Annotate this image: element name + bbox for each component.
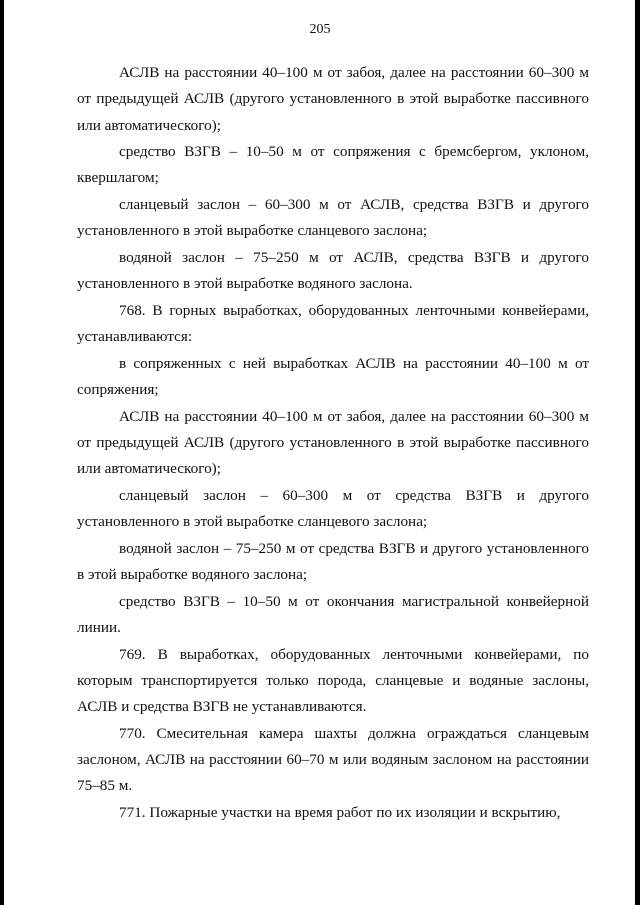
paragraph-6: в сопряженных с ней выработках АСЛВ на расстоянии 40–100 м от сопряжения;	[77, 354, 589, 399]
paragraph-1: АСЛВ на расстоянии 40–100 м от забоя, далее на расстоянии 60–300 м от предыдущей АСЛВ (другого установленного в этой выработке пассивного или автоматического);	[77, 64, 589, 134]
paragraph-768: 768. В горных выработках, оборудованных ленточными конвейерами, устанавливаются:	[77, 301, 589, 346]
scan-left-edge	[0, 0, 4, 905]
paragraph-770: 770. Смесительная камера шахты должна ограждаться сланцевым заслоном, АСЛВ на расстоянии 60–70 м или водяным заслоном на расстоянии 75–85 м.	[77, 724, 589, 795]
paragraph-3: сланцевый заслон – 60–300 м от АСЛВ, средства ВЗГВ и другого установленного в этой выработке сланцевого заслона;	[77, 196, 589, 240]
paragraph-4: водяной заслон – 75–250 м от АСЛВ, средства ВЗГВ и другого установленного в этой выработке водяного заслона.	[77, 248, 589, 293]
scan-right-edge	[635, 0, 640, 905]
paragraph-7: АСЛВ на расстоянии 40–100 м от забоя, далее на расстоянии 60–300 м от предыдущей АСЛВ (другого установленного в этой выработке пассивного или автоматического);	[77, 407, 589, 478]
paragraph-10: средство ВЗГВ – 10–50 м от окончания магистральной конвейерной линии.	[77, 592, 589, 636]
paragraph-8: сланцевый заслон – 60–300 м от средства ВЗГВ и другого установленного в этой выработке сланцевого заслона;	[77, 486, 589, 531]
page-number: 205	[309, 22, 331, 37]
paragraph-771: 771. Пожарные участки на время работ по их изоляции и вскрытию,	[119, 803, 561, 821]
paragraph-2: средство ВЗГВ – 10–50 м от сопряжения с бремсбергом, уклоном, квершлагом;	[77, 143, 589, 187]
paragraph-9: водяной заслон – 75–250 м от средства ВЗГВ и другого установленного в этой выработке водяного заслона;	[77, 539, 589, 584]
document-body	[77, 60, 589, 826]
paragraph-769: 769. В выработках, оборудованных ленточными конвейерами, по которым транспортируется только порода, сланцевые и водяные заслоны, АСЛВ и средства ВЗГВ не устанавливаются.	[77, 645, 589, 716]
